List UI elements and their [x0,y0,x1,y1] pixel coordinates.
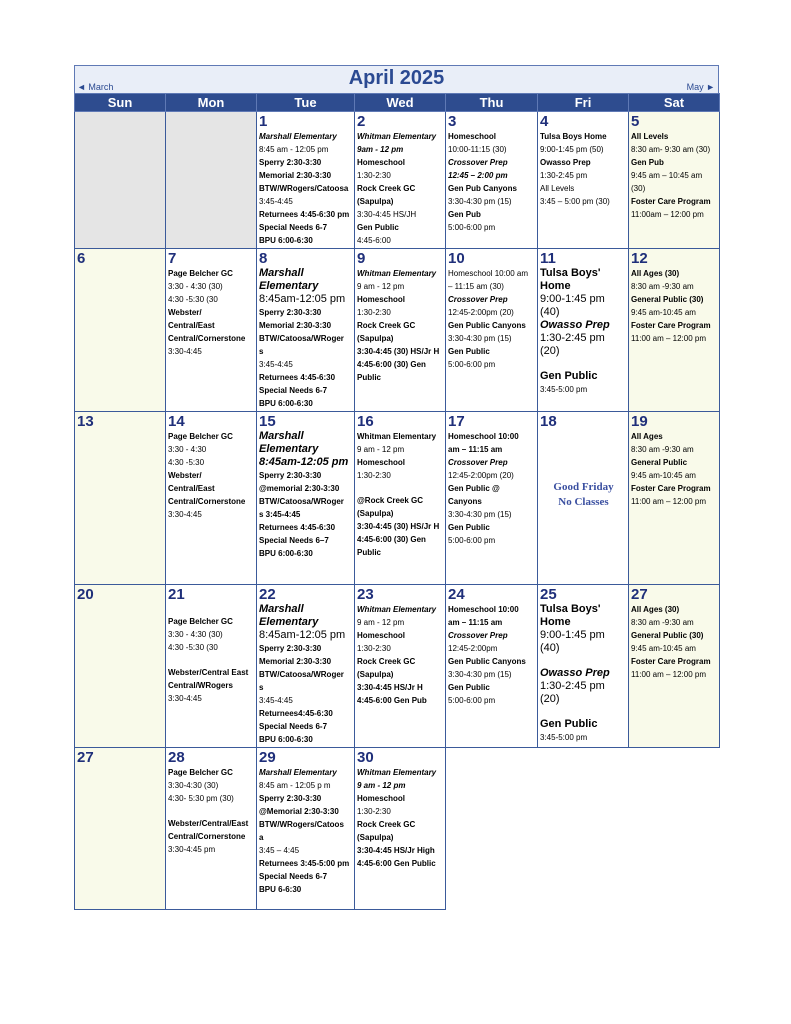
day-cell-mon[interactable] [166,748,257,910]
event-line: Sperry 2:30-3:30 [259,308,322,317]
event-line: All Levels [631,132,669,141]
day-number: 23 [357,586,374,603]
day-cell-tue[interactable] [257,112,355,249]
day-cell-mon[interactable] [166,412,257,585]
event-line: All Levels [540,184,575,193]
event-line: 9:45 am-10:45 am [631,644,696,653]
event-line: Whitman Elementary [357,269,437,278]
event-line: 3:30-4:45 [168,347,202,356]
weekday-mon: Mon [166,94,257,112]
event-line: Memorial 2:30-3:30 [259,171,332,180]
event-line: Special Needs 6-7 [259,223,328,232]
event-line: Gen Public Canyons [448,657,526,666]
event-line: Owasso Prep [540,667,610,679]
event-line: 3:30-4:45 HS/JH [357,210,417,219]
event-line: General Public [631,458,688,467]
day-cell-wed[interactable] [355,249,446,412]
event-line: 8:30 am- 9:30 am (30) [631,145,711,154]
event-line: Gen Pub [631,158,664,167]
event-line: 5:00-6:00 pm [448,536,496,545]
event-line: Page Belcher GC [168,617,233,626]
event-line: 11:00 am – 12:00 pm [631,497,707,506]
event-line: 9:00-1:45 pm (40) [540,629,605,654]
event-line: Homeschool [448,132,497,141]
event-line: 1:30-2:45 pm (20) [540,680,605,705]
event-line: 1:30-2:30 [357,471,391,480]
event-line: Special Needs 6-7 [259,872,328,881]
event-line: Marshall Elementary [259,132,337,141]
event-line: Webster/ Central/East Central/Cornerstone [168,471,246,506]
event-line: 8:45 am - 12:05 p m [259,781,331,790]
day-number: 19 [631,413,648,430]
event-line: BPU 6:00-6:30 [259,236,313,245]
event-line: General Public (30) [631,631,704,640]
day-cell-fri[interactable] [538,585,629,748]
event-line: BTW/Catoosa/WRoger s [259,334,344,356]
day-number: 16 [357,413,374,430]
weekday-thu: Thu [446,94,538,112]
week-row [75,249,720,412]
event-line: Whitman Elementary 9 am - 12 pm [357,768,437,790]
day-number: 15 [259,413,276,430]
event-line: Homeschool [357,794,406,803]
day-number: 3 [448,113,457,130]
weekday-fri: Fri [538,94,629,112]
event-line: Crossover Prep [448,158,508,167]
day-number: 22 [259,586,276,603]
day-number: 11 [540,250,556,267]
event-line: 3:45-5:00 pm [540,385,588,394]
event-line: Marshall Elementary [259,430,319,455]
event-line: Tulsa Boys' Home [540,603,601,628]
day-cell-sun[interactable] [75,748,166,910]
event-line: 8:45am-12:05 pm [259,293,346,305]
day-number: 18 [540,413,557,430]
event-line: 4:30 -5:30 (30 [168,295,218,304]
event-line: Crossover Prep [448,458,508,467]
day-number: 27 [631,586,648,603]
event-line: 3:30 - 4:30 [168,445,207,454]
event-line: 12:45-2:00pm (20) [448,471,514,480]
event-line: 12:45 – 2:00 pm [448,171,508,180]
event-line: Gen Public [540,370,598,382]
line-spacer [540,706,627,718]
event-line: General Public (30) [631,295,704,304]
event-line: Memorial 2:30-3:30 [259,657,332,666]
event-line: Webster/Central/East Central/Cornerstone [168,819,249,841]
event-line: 3:30-4:30 (30) [168,781,219,790]
day-cell-sun[interactable] [75,412,166,585]
event-line: 4:30 -5:30 [168,458,205,467]
event-line: 3:30-4:45 HS/Jr High 4:45-6:00 Gen Public [357,846,436,868]
event-line: Homeschool 10:00 am – 11:15 am [448,605,519,627]
day-cell-wed[interactable] [355,585,446,748]
day-number: 10 [448,250,465,267]
event-line: Returnees4:45-6:30 [259,709,333,718]
notice-spacer [540,430,627,480]
day-cell-sat[interactable] [629,412,720,585]
day-cell-sat[interactable] [629,249,720,412]
event-line: Homeschool [357,631,406,640]
event-line: 3:45-5:00 pm [540,733,588,742]
event-line: Returnees 4:45-6:30 pm [259,210,350,219]
event-line: All Ages (30) [631,269,680,278]
event-line: Returnees 3:45-5:00 pm [259,859,350,868]
calendar-grid [74,93,720,910]
event-line: Webster/Central East Central/WRogers [168,668,249,690]
event-line: Page Belcher GC [168,768,233,777]
event-line: Gen Public [448,347,490,356]
day-number: 2 [357,113,366,130]
event-line: Marshall Elementary [259,267,319,292]
event-line: Page Belcher GC [168,269,233,278]
event-line: Whitman Elementary [357,432,437,441]
event-line: Crossover Prep [448,631,508,640]
event-line: 1:30-2:45 pm [540,171,588,180]
event-line: 9 am - 12 pm [357,282,405,291]
day-number: 1 [259,113,268,130]
event-line: @Memorial 2:30-3:30 [259,807,339,816]
day-number: 7 [168,250,177,267]
day-cell-wed[interactable] [355,412,446,585]
event-line: Homeschool [357,458,406,467]
event-line: 9:45 am-10:45 am [631,308,696,317]
day-number: 29 [259,749,276,766]
event-line: Sperry 2:30-3:30 [259,794,322,803]
event-line: 8:30 am -9:30 am [631,445,694,454]
day-number: 6 [77,250,86,267]
event-line: Homeschool [357,158,406,167]
day-cell-mon[interactable] [166,585,257,748]
event-line: Webster/ Central/East Central/Cornerstone [168,308,246,343]
event-line: Marshall Elementary [259,603,319,628]
line-spacer [168,805,255,817]
weekday-tue: Tue [257,94,355,112]
event-line: 3:45 – 5:00 pm (30) [540,197,610,206]
event-line: 3:30-4:45 (30) HS/Jr H [357,347,440,356]
event-line: @Rock Creek GC (Sapulpa) [357,496,424,518]
day-cell-fri[interactable] [538,249,629,412]
weekday-sat: Sat [629,94,720,112]
event-line: 4:45-6:00 [357,236,391,245]
event-line: BTW/Catoosa/WRoger s [259,670,344,692]
event-line: Sperry 2:30-3:30 [259,158,322,167]
event-line: Returnees 4:45-6:30 [259,373,336,382]
event-line: BPU 6-6:30 [259,885,302,894]
event-line: 5:00-6:00 pm [448,223,496,232]
event-line: Rock Creek GC (Sapulpa) [357,657,416,679]
event-line: Page Belcher GC [168,432,233,441]
week-row [75,412,720,585]
line-spacer [540,655,627,667]
event-line: Returnees 4:45-6:30 [259,523,336,532]
day-cell-sat[interactable] [629,112,720,249]
event-line: Gen Pub Canyons [448,184,517,193]
good-friday-notice: Good Friday No Classes [553,481,614,508]
event-line: 8:45 am - 12:05 pm [259,145,329,154]
line-spacer [357,482,444,494]
day-cell-sun [75,112,166,249]
event-line: 3:45-4:45 [259,696,293,705]
event-line: 3:30-4:45 [168,510,202,519]
day-cell-wed[interactable] [355,112,446,249]
event-line: 3:30-4:45 HS/Jr H [357,683,423,692]
event-line: Rock Creek GC (Sapulpa) [357,184,416,206]
event-line: 3:45-4:45 [259,197,293,206]
event-line: Gen Public [540,718,598,730]
event-line: 4:45-6:00 (30) Gen Public [357,535,426,557]
event-line: Memorial 2:30-3:30 [259,321,332,330]
event-line: Foster Care Program [631,657,711,666]
event-line: 5:00-6:00 pm [448,360,496,369]
event-line: 4:45-6:00 Gen Pub [357,696,427,705]
event-line: Owasso Prep [540,158,591,167]
event-line: Gen Public @ Canyons [448,484,500,506]
event-line: Tulsa Boys' Home [540,267,601,292]
event-line: 9 am - 12 pm [357,445,405,454]
event-line: 3:30-4:45 pm [168,845,216,854]
event-line: 4:30- 5:30 pm (30) [168,794,234,803]
day-cell-mon[interactable] [166,249,257,412]
event-line: All Ages [631,432,663,441]
event-line: Rock Creek GC (Sapulpa) [357,820,416,842]
event-line: 8:45am-12:05 pm [259,629,346,641]
day-cell-tue[interactable] [257,585,355,748]
event-line: 9:00-1:45 pm (50) [540,145,604,154]
day-number: 8 [259,250,268,267]
event-line: 9 am - 12 pm [357,618,405,627]
event-line: Gen Public Canyons [448,321,526,330]
day-cell-thu[interactable] [446,112,538,249]
day-number: 30 [357,749,374,766]
line-spacer [168,603,255,615]
event-line: Crossover Prep [448,295,508,304]
day-number: 4 [540,113,549,130]
event-line: 3:30-4:45 (30) HS/Jr H [357,522,440,531]
event-line: Sperry 2:30-3:30 [259,644,322,653]
day-number: 27 [77,749,94,766]
line-spacer [168,654,255,666]
event-line: 4:45-6:00 (30) Gen Public [357,360,426,382]
event-line: 11:00 am – 12:00 pm [631,670,707,679]
day-cell-thu[interactable] [446,585,538,748]
event-line: 1:30-2:30 [357,644,391,653]
weekday-sun: Sun [75,94,166,112]
event-line: All Ages (30) [631,605,680,614]
event-line: 9:45 am-10:45 am [631,471,696,480]
event-line: 8:30 am -9:30 am [631,282,694,291]
event-line: Marshall Elementary [259,768,337,777]
event-line: BPU 6:00-6:30 [259,549,313,558]
event-line: 11:00am – 12:00 pm [631,210,704,219]
calendar [74,65,719,910]
day-cell-mon [166,112,257,249]
event-line: 1:30-2:45 pm (20) [540,332,605,357]
event-line: Whitman Elementary [357,132,437,141]
event-line: 10:00-11:15 (30) [448,145,507,154]
event-line: 3:45 – 4:45 [259,846,300,855]
event-line: BPU 6:00-6:30 [259,399,313,408]
next-month-link[interactable]: May ► [686,82,715,92]
event-line: Rock Creek GC (Sapulpa) [357,321,416,343]
month-title: April 2025 [348,67,445,89]
day-number: 21 [168,586,185,603]
day-number: 24 [448,586,465,603]
event-line: 9am - 12 pm [357,145,404,154]
event-line: Foster Care Program [631,321,711,330]
event-line: Foster Care Program [631,484,711,493]
event-line: Gen Public [448,523,490,532]
event-line: Foster Care Program [631,197,711,206]
event-line: Special Needs 6–7 [259,536,329,545]
event-line: Gen Pub [448,210,481,219]
event-line: Tulsa Boys Home [540,132,607,141]
event-line: 1:30-2:30 [357,308,391,317]
event-line: BTW/WRogers/Catoos a [259,820,344,842]
event-line: 3:30 - 4:30 (30) [168,630,223,639]
event-line: 12:45-2:00pm [448,644,498,653]
day-number: 14 [168,413,185,430]
event-line: Homeschool 10:00 am – 11:15 am (30) [448,269,529,291]
day-number: 13 [77,413,94,430]
day-cell-tue[interactable] [257,412,355,585]
event-line: Homeschool [357,295,406,304]
day-cell-sat[interactable] [629,585,720,748]
event-line: Special Needs 6-7 [259,386,328,395]
event-line: Owasso Prep [540,319,610,331]
event-line: Gen Public [357,223,399,232]
event-line: 9:00-1:45 pm (40) [540,293,605,318]
day-cell-sun[interactable] [75,585,166,748]
event-line: @memorial 2:30-3:30 [259,484,340,493]
event-line: 12:45-2:00pm (20) [448,308,514,317]
day-cell-fri[interactable] [538,412,629,585]
day-cell-wed[interactable] [355,748,446,910]
day-number: 12 [631,250,648,267]
day-number: 9 [357,250,366,267]
event-line: BTW/WRogers/Catoosa [259,184,349,193]
event-line: 4:30 -5:30 (30 [168,643,218,652]
event-line: 3:30 - 4:30 (30) [168,282,223,291]
event-line: 3:30-4:30 pm (15) [448,197,512,206]
day-cell-tue[interactable] [257,748,355,910]
event-line: Gen Public [448,683,490,692]
event-line: 9:45 am – 10:45 am (30) [631,171,703,193]
event-line: 3:45-4:45 [259,360,293,369]
event-line: Homeschool 10:00 am – 11:15 am [448,432,519,454]
event-line: BTW/Catoosa/WRoger s 3:45-4:45 [259,497,344,519]
calendar-header [74,65,719,93]
event-line: Sperry 2:30-3:30 [259,471,322,480]
weekday-wed: Wed [355,94,446,112]
event-line: 5:00-6:00 pm [448,696,496,705]
event-line: 3:30-4:30 pm (15) [448,334,512,343]
weekday-header-row [75,94,720,112]
day-cell-thu[interactable] [446,412,538,585]
event-line: 8:30 am -9:30 am [631,618,694,627]
event-line: 1:30-2:30 [357,171,391,180]
day-number: 25 [540,586,557,603]
event-line: 3:30-4:30 pm (15) [448,510,512,519]
event-line: 3:30-4:30 pm (15) [448,670,512,679]
line-spacer [540,358,627,370]
event-line: 8:45am-12:05 pm [259,456,349,468]
day-number: 17 [448,413,465,430]
day-cell-tue[interactable] [257,249,355,412]
week-row [75,748,720,910]
event-line: 3:30-4:45 [168,694,202,703]
day-cell-fri[interactable] [538,112,629,249]
event-line: Special Needs 6-7 [259,722,328,731]
week-row [75,112,720,249]
day-cell-sun[interactable] [75,249,166,412]
day-number: 20 [77,586,94,603]
event-line: 1:30-2:30 [357,807,391,816]
day-cell-thu[interactable] [446,249,538,412]
day-number: 28 [168,749,185,766]
day-number: 5 [631,113,640,130]
event-line: 11:00 am – 12:00 pm [631,334,707,343]
event-line: Whitman Elementary [357,605,437,614]
event-line: BPU 6:00-6:30 [259,735,313,744]
prev-month-link[interactable]: ◄ March [77,82,114,92]
week-row [75,585,720,748]
